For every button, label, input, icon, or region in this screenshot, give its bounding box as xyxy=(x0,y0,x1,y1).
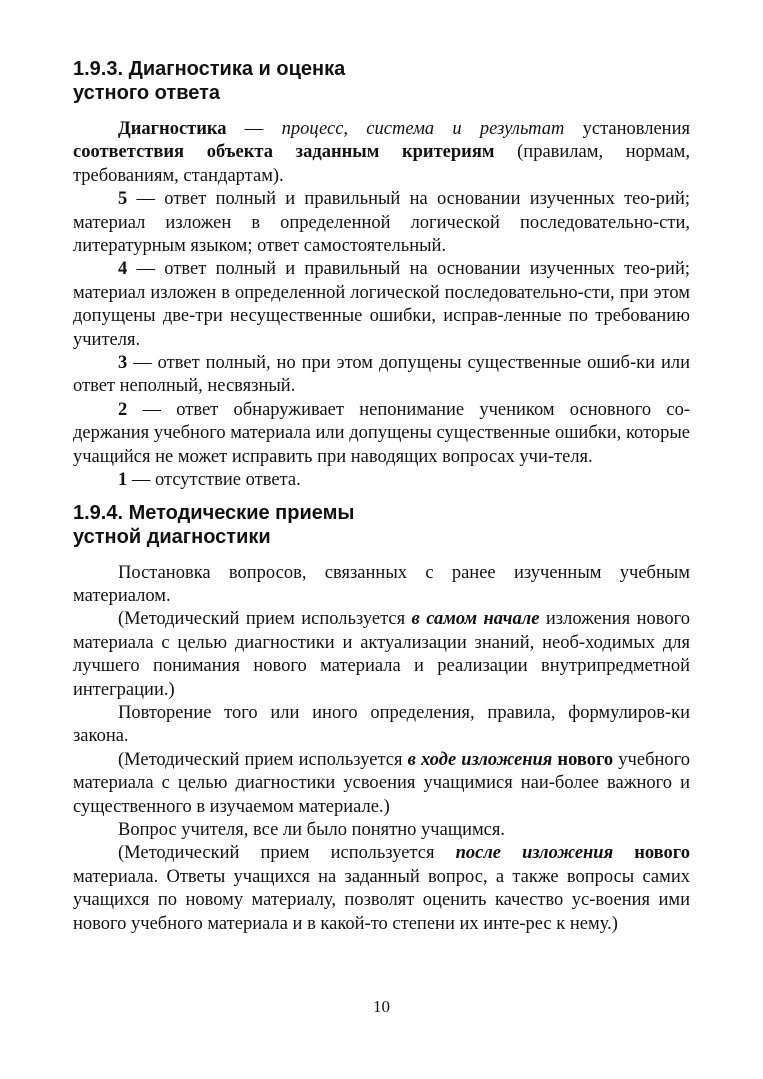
bold-word: нового xyxy=(634,843,690,864)
grade-mark: 3 xyxy=(118,353,128,374)
definition-paragraph: Диагностика — процесс, система и результат установления соответствия объекта заданным критериям (правилам, нормам, требованиям, стандартам). xyxy=(73,119,690,186)
method-3-note: (Методический прием используется после изложения нового материала. Ответы учащихся на заданный вопрос, а также вопросы самих учащихся по новому материалу, позволят оценить качество ус-воения ими нового учебного материала и в какой-то степени их инте-рес к нему.) xyxy=(73,843,690,934)
grade-1-paragraph: 1 — отсутствие ответа. xyxy=(118,470,301,491)
page-content xyxy=(73,50,690,936)
grade-mark: 4 xyxy=(118,259,128,280)
grade-5-paragraph: 5 — ответ полный и правильный на основании изученных тео-рий; материал изложен в определенной логической последовательно-сти, литературным языком; ответ самостоятельный. xyxy=(73,189,690,257)
emphasis: в самом начале xyxy=(411,609,540,630)
grade-mark: 1 xyxy=(118,470,128,491)
page-number: 10 xyxy=(373,997,390,1016)
method-2-paragraph: Повторение того или иного определения, правила, формулиров-ки закона. xyxy=(73,702,690,747)
bold-word: нового xyxy=(557,749,614,770)
heading-line: 1.9.3. Диагностика и оценка xyxy=(73,58,346,80)
grade-3-paragraph: 3 — ответ полный, но при этом допущены существенные ошиб-ки или ответ неполный, несвязный. xyxy=(73,353,690,397)
heading-line: устного ответа xyxy=(73,82,221,104)
emphasis: после изложения xyxy=(455,843,614,864)
method-1-note: (Методический прием используется в самом начале изложения нового материала с целью диагностики и актуализации знаний, необ-ходимых для лучшего понимания нового материала и реализации внутрипредметной интеграции.) xyxy=(73,609,690,700)
heading-line: устной диагностики xyxy=(73,525,271,548)
grade-mark: 2 xyxy=(118,399,128,420)
grade-2-paragraph: 2 — ответ обнаруживает непонимание учеником основного со-держания учебного материала или допущены существенные ошибки, которые учащийся не может исправить при наводящих вопросах учи-теля. xyxy=(73,399,690,467)
italic-phrase: процесс, система и результат xyxy=(281,119,565,139)
method-3-paragraph: Вопрос учителя, все ли было понятно учащимся. xyxy=(118,819,506,840)
section-heading-1-9-4 xyxy=(73,501,690,549)
bold-phrase: соответствия объекта заданным критериям xyxy=(73,142,495,163)
grade-mark: 5 xyxy=(118,189,128,210)
heading-line: 1.9.4. Методические приемы xyxy=(73,501,355,524)
grade-4-paragraph: 4 — ответ полный и правильный на основании изученных тео-рий; материал изложен в определенной логической последовательно-сти, при этом допущены две-три несущественные ошибки, исправ-ленные по требованию учителя. xyxy=(73,259,690,350)
section-heading-1-9-3 xyxy=(73,57,690,105)
method-1-paragraph: Постановка вопросов, связанных с ранее изученным учебным материалом. xyxy=(73,562,690,606)
term-diagnostika: Диагностика xyxy=(118,119,227,139)
method-2-note: (Методический прием используется в ходе изложения нового учебного материала с целью диагностики усвоения учащимися наи-более важного и существенного в изучаемом материале.) xyxy=(73,749,691,817)
emphasis: в ходе изложения xyxy=(407,749,553,770)
